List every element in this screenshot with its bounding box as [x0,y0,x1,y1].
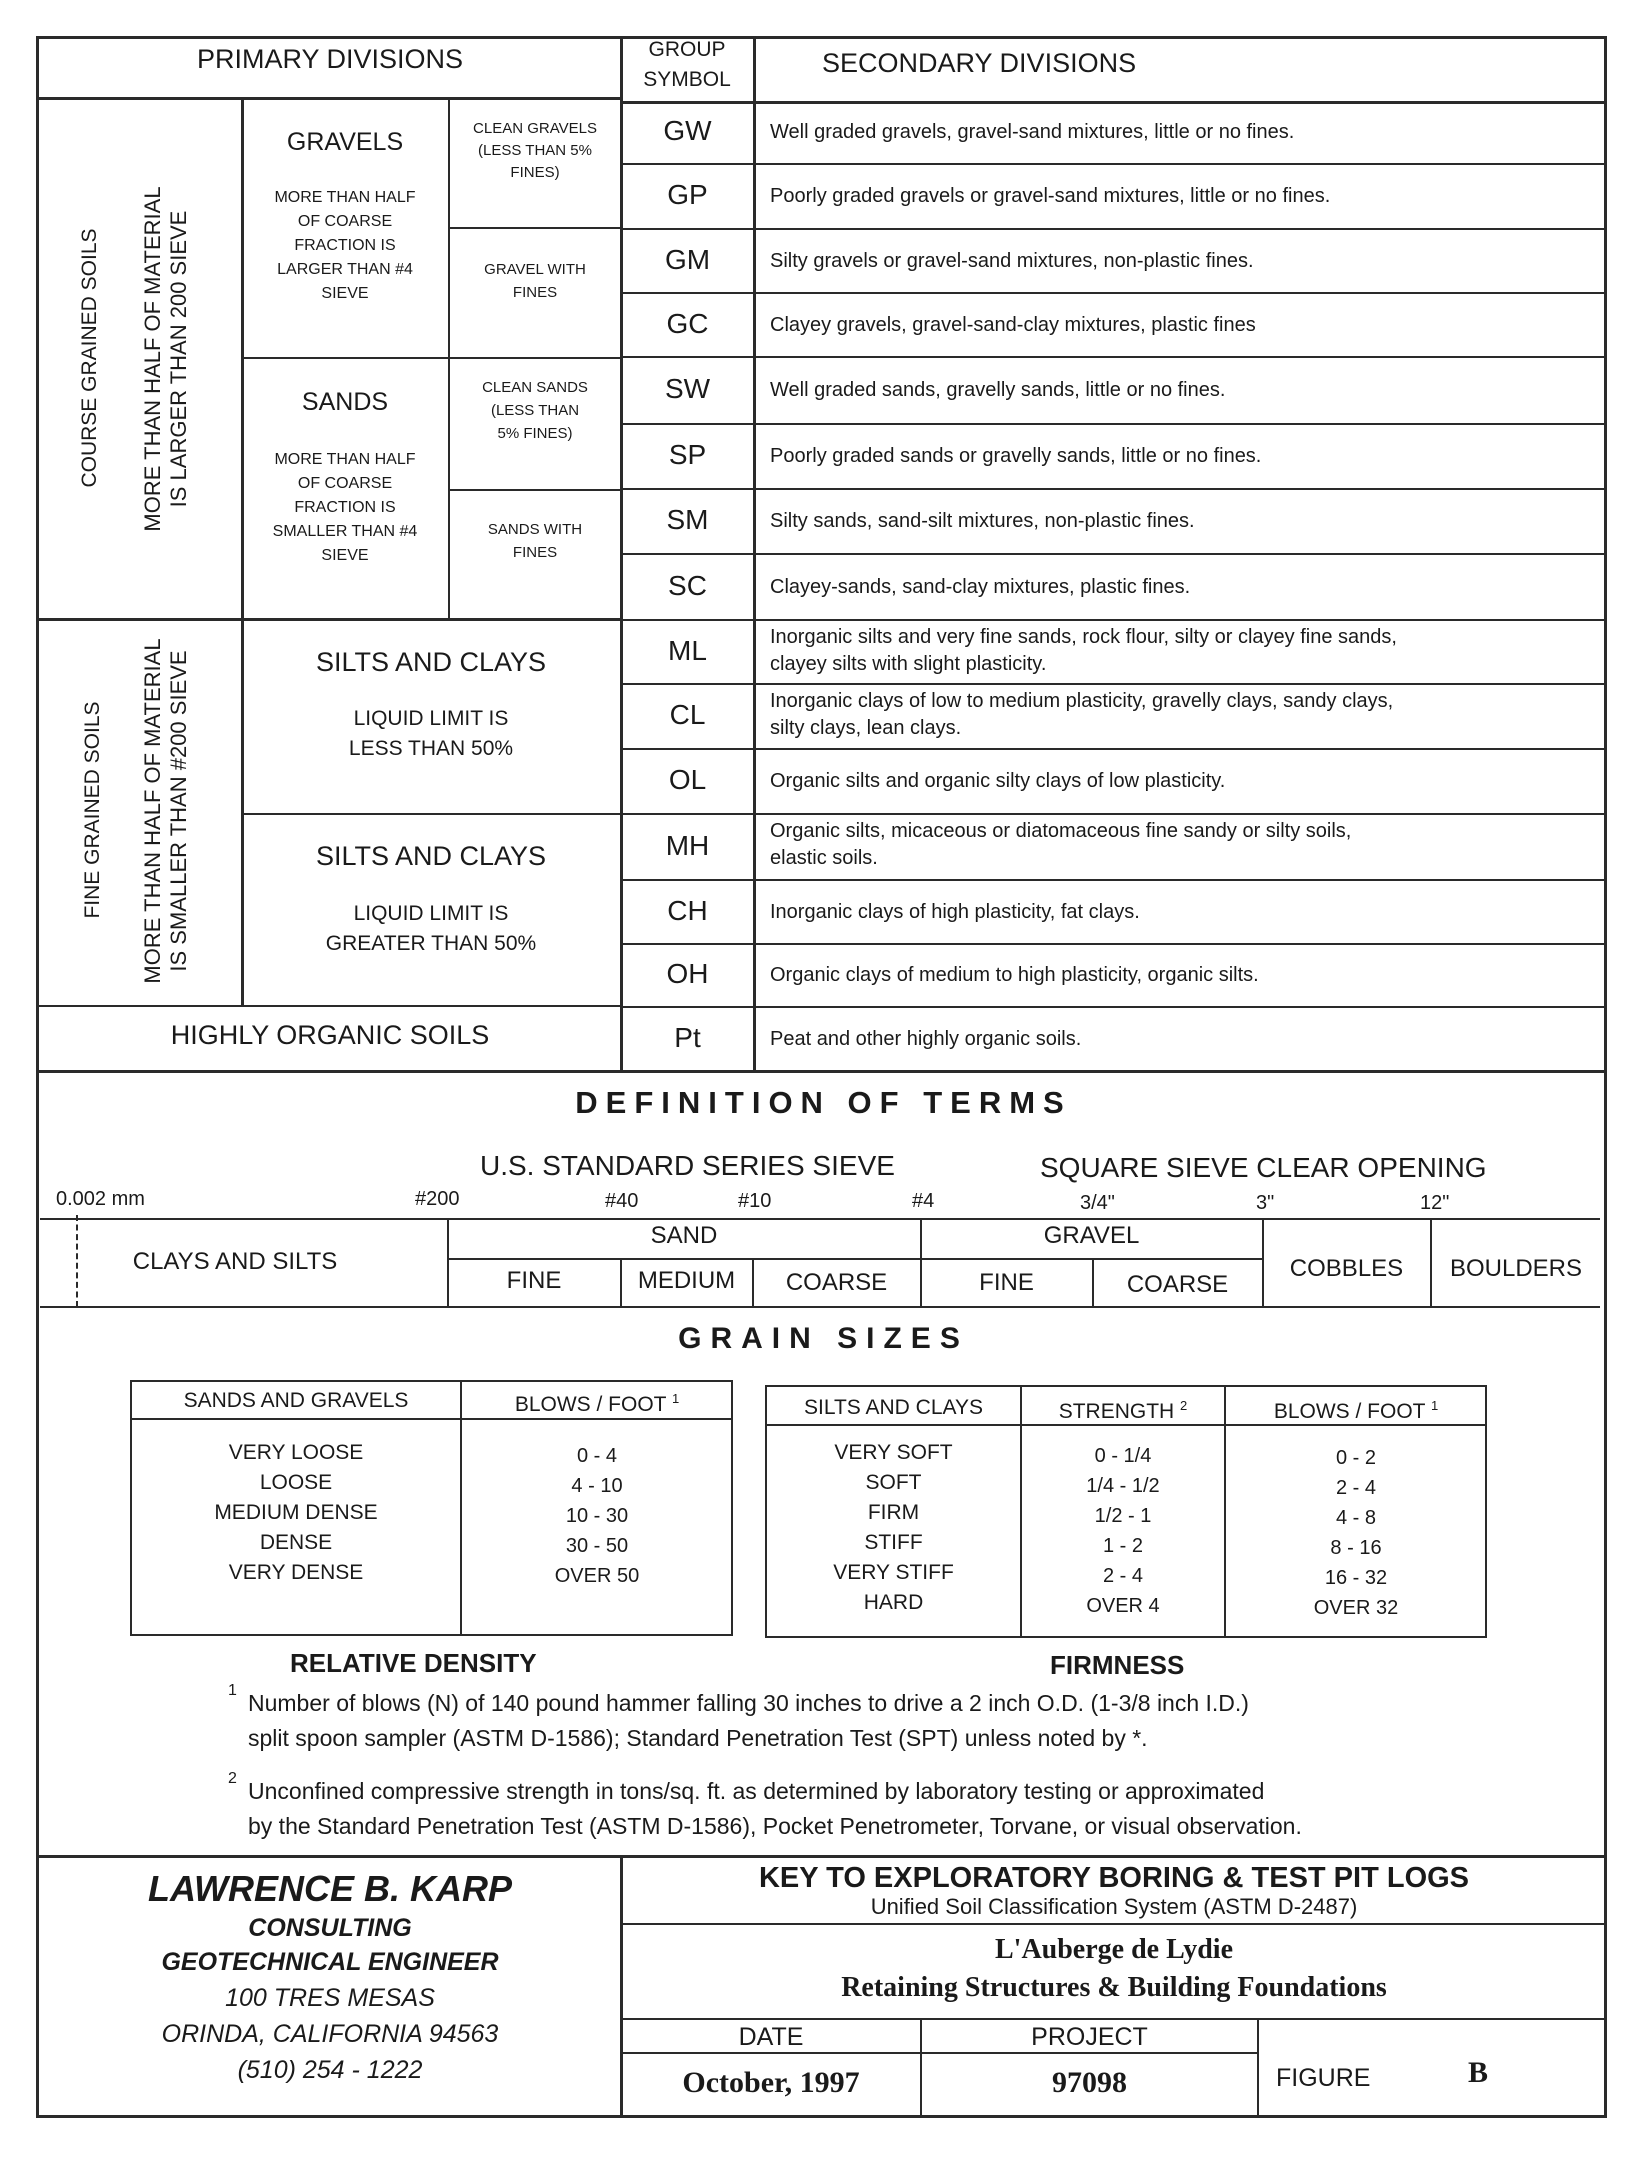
coarse-grained-sub-1: MORE THAN HALF OF MATERIAL [140,186,165,532]
silts-clays-low-desc-1: LIQUID LIMIT IS [353,707,509,730]
firm-strength-value: 0 - 1/4 [1094,1445,1152,1467]
footnote-2-line2: by the Standard Penetration Test (ASTM D-1586), Pocket Penetrometer, Torvane, or visual observation. [248,1813,1302,1839]
firm-col3-sup: 1 [1430,1398,1439,1413]
highly-organic-label: HIGHLY ORGANIC SOILS [170,1020,490,1050]
secondary-division-text: Well graded sands, gravelly sands, little or no fines. [770,379,1226,401]
rd-col2-header [462,1391,732,1417]
clean-sands-line: 5% FINES) [497,425,573,442]
rd-density-name: VERY LOOSE [228,1441,364,1464]
firm-col2-header [1022,1398,1224,1424]
secondary-division-text: Well graded gravels, gravel-sand mixtures, little or no fines. [770,121,1295,143]
sands-desc-line: FRACTION IS [294,499,396,516]
scale-top [40,1218,1600,1220]
title-project-sep [621,2018,1606,2020]
key-subtitle: Unified Soil Classification System (ASTM D-2487) [870,1894,1358,1919]
row-divider [621,553,1606,555]
tick-40: #40 [605,1190,639,1212]
secondary-division-text: Poorly graded gravels or gravel-sand mixtures, little or no fines. [770,185,1331,207]
silts-clays-divider [242,813,621,815]
group-symbol: SC [668,569,707,601]
secondary-division-text: Poorly graded sands or gravelly sands, little or no fines. [770,445,1262,467]
group-symbol: CH [667,894,708,926]
firm-header-sep [765,1424,1487,1426]
square-sieve-label: SQUARE SIEVE CLEAR OPENING [1040,1152,1487,1183]
sands-desc-line: MORE THAN HALF [274,451,416,468]
rd-col2-text: BLOWS / FOOT [514,1393,667,1416]
group-symbol: GP [667,179,708,210]
tick-10: #10 [738,1190,772,1212]
row-divider [621,813,1606,815]
gravels-sands-divider [242,357,621,359]
secondary-division-text: Clayey-sands, sand-clay mixtures, plastic fines. [770,575,1191,598]
firm-consistency-name: VERY SOFT [834,1441,953,1464]
secondary-division-text: Inorganic clays of low to medium plasticity, gravelly clays, sandy clays, [770,690,1394,712]
firm-strength-value: 2 - 4 [1102,1565,1144,1587]
row-divider [621,228,1606,230]
gravels-title: GRAVELS [286,128,404,156]
row-divider [621,879,1606,881]
sand-medium-label: MEDIUM [637,1267,736,1294]
clean-gravels-divider [449,227,621,229]
tick-0002mm: 0.002 mm [56,1188,145,1210]
firm-consistency-name: SOFT [865,1471,922,1494]
clean-sands-line: (LESS THAN [490,402,580,419]
gravel-coarse-label: COARSE [1126,1271,1229,1298]
clean-sands-line: CLEAN SANDS [482,379,588,396]
secondary-division-text: Clayey gravels, gravel-sand-clay mixtures, plastic fines [770,313,1256,336]
footnote-1-line1: Number of blows (N) of 140 pound hammer falling 30 inches to drive a 2 inch O.D. (1-3/8 inch I.D.) [248,1690,1249,1716]
coarse-grained-sub-2: IS LARGER THAN 200 SIEVE [166,210,191,508]
grain-sizes-title: GRAIN SIZES [678,1322,969,1355]
rd-header-sep [130,1418,733,1420]
title-block-top [38,1855,1606,1858]
secondary-division-text: elastic soils. [770,847,878,869]
date-label: DATE [738,2023,804,2051]
gravels-desc-line: SIEVE [321,285,369,302]
firm-col1-header: SILTS AND CLAYS [804,1396,983,1419]
firm-address-2: ORINDA, CALIFORNIA 94563 [161,2020,499,2048]
silts-clays-high-desc-1: LIQUID LIMIT IS [353,902,509,925]
fine-organic-divider [38,1005,621,1007]
tick-200: #200 [415,1188,460,1210]
footnote-1-mark: 1 [228,1682,237,1699]
gravels-desc-line: MORE THAN HALF [274,189,416,206]
clean-sands-label [452,376,618,445]
firmness-caption: FIRMNESS [1050,1650,1185,1680]
firm-blows-value: OVER 32 [1313,1597,1399,1619]
firm-col2-sup: 2 [1180,1398,1188,1413]
rd-col1-header: SANDS AND GRAVELS [183,1389,409,1412]
scale-mid-line [447,1258,1263,1260]
scale-dash-left [76,1215,78,1307]
group-symbol: Pt [674,1021,701,1053]
gravels-desc-line: LARGER THAN #4 [277,261,413,278]
group-symbol: SP [668,439,707,470]
rd-density-name: LOOSE [259,1471,333,1494]
group-symbol: GC [666,307,709,339]
group-symbol: SW [664,373,711,404]
group-symbol: GM [664,243,711,275]
relative-density-caption: RELATIVE DENSITY [290,1648,537,1678]
rd-blows-value: 0 - 4 [576,1445,618,1467]
header-divider [38,97,621,100]
firm-blows-value: 8 - 16 [1330,1537,1382,1559]
row-divider [621,683,1606,685]
firm-strength-value: 1/4 - 1/2 [1086,1475,1160,1497]
group-symbol: MH [665,829,710,861]
gravel-fine-label: FINE [979,1269,1034,1296]
firm-name: LAWRENCE B. KARP [147,1868,512,1909]
firm-strength-value: OVER 4 [1086,1595,1160,1617]
rd-col2-sup: 1 [671,1391,680,1406]
sands-desc-line: SMALLER THAN #4 [272,523,418,540]
footnote-1-line2: split spoon sampler (ASTM D-1586); Standard Penetration Test (SPT) unless noted by *. [248,1725,1148,1751]
firm-phone: (510) 254 - 1222 [237,2056,423,2084]
row-divider [621,488,1606,490]
sands-desc-line: SIEVE [321,547,369,564]
row-divider [621,423,1606,425]
rd-blows-value: 4 - 10 [571,1475,623,1497]
clays-silts-label: CLAYS AND SILTS [132,1248,338,1275]
rd-density-name: MEDIUM DENSE [214,1501,378,1524]
group-symbol: CL [669,699,706,730]
secondary-divisions-header: SECONDARY DIVISIONS [822,48,1137,78]
gravel-with-fines-label [452,258,618,304]
firm-role-2: GEOTECHNICAL ENGINEER [161,1948,499,1976]
fine-grained-sub-1: MORE THAN HALF OF MATERIAL [140,638,165,984]
group-symbol-header-1: GROUP [648,38,726,61]
group-symbol: OL [668,764,707,795]
coarse-grained-label: COURSE GRAINED SOILS [78,228,101,488]
sands-with-fines-label [452,518,618,564]
sand-fine-label: FINE [506,1267,562,1294]
col-primary-2 [448,98,450,620]
row-divider [621,1006,1606,1008]
firm-blows-value: 0 - 2 [1335,1447,1377,1469]
row-divider [621,748,1606,750]
firm-col3-header [1226,1398,1486,1424]
sands-desc-line: OF COARSE [297,475,393,492]
sands-desc [250,448,440,568]
project-name: L'Auberge de Lydie [994,1934,1233,1965]
gravels-desc [250,186,440,306]
coarse-fine-divider [38,618,621,621]
group-symbol: GW [663,115,712,146]
sand-coarse-label: COARSE [785,1269,888,1296]
secondary-division-text: Inorganic silts and very fine sands, rock flour, silty or clayey fine sands, [770,626,1397,648]
footnote-2-line1: Unconfined compressive strength in tons/sq. ft. as determined by laboratory testing or approximated [248,1778,1265,1804]
row-divider [621,943,1606,945]
tick-4: #4 [912,1190,935,1212]
sands-fines-line: SANDS WITH [487,521,583,538]
us-standard-sieve-label: U.S. STANDARD SERIES SIEVE [480,1150,895,1181]
secondary-division-text: Organic silts and organic silty clays of low plasticity. [770,770,1226,792]
title-col-figure [1257,2018,1259,2118]
firm-consistency-name: VERY STIFF [833,1561,954,1584]
rd-blows-value: 10 - 30 [565,1505,629,1527]
rd-density-name: VERY DENSE [228,1561,364,1584]
secondary-division-text: Organic clays of medium to high plasticity, organic silts. [770,964,1259,986]
firm-strength-value: 1 - 2 [1102,1535,1144,1557]
firm-col2-text: STRENGTH [1058,1400,1175,1423]
secondary-division-text: clayey silts with slight plasticity. [770,653,1047,675]
project-description: Retaining Structures & Building Foundations [841,1972,1387,2003]
secondary-division-text: Organic silts, micaceous or diatomaceous fine sandy or silty soils, [770,820,1352,842]
group-symbol: ML [668,634,707,666]
clean-gravels-line: CLEAN GRAVELS [473,120,597,137]
silts-clays-low-title: SILTS AND CLAYS [315,647,547,677]
secondary-division-text: Peat and other highly organic soils. [770,1027,1082,1050]
gravel-fines-line: GRAVEL WITH [484,261,586,278]
header-divider-right [621,101,1606,104]
rd-blows-value: 30 - 50 [565,1535,629,1557]
group-symbol: OH [666,958,709,989]
rd-density-name: DENSE [259,1531,333,1554]
sand-label: SAND [650,1222,718,1249]
page-frame [36,36,1607,2118]
firm-blows-value: 16 - 32 [1324,1567,1388,1589]
firm-strength-value: 1/2 - 1 [1094,1505,1152,1527]
silts-clays-high-desc-2: GREATER THAN 50% [325,932,537,955]
secondary-division-text: Silty gravels or gravel-sand mixtures, non-plastic fines. [770,249,1254,272]
definition-of-terms-title: DEFINITION OF TERMS [575,1085,1072,1120]
firm-consistency-name: FIRM [867,1501,920,1524]
rd-blows-value: OVER 50 [554,1565,640,1587]
row-divider [621,292,1606,294]
sands-fines-line: FINES [512,544,558,561]
cobbles-label: COBBLES [1289,1255,1404,1282]
boulders-label: BOULDERS [1449,1255,1583,1282]
firm-consistency-name: HARD [863,1591,924,1614]
firm-col3-text: BLOWS / FOOT [1273,1400,1426,1423]
title-date-sep [621,2052,1258,2054]
date-value: October, 1997 [682,2066,860,2099]
clean-gravels-line: FINES) [510,164,560,181]
project-label: PROJECT [1031,2023,1148,2051]
firm-consistency-name: STIFF [864,1531,923,1554]
tick-3-4-inch: 3/4" [1080,1192,1115,1214]
row-divider [621,619,1606,621]
secondary-division-text: Silty sands, sand-silt mixtures, non-plastic fines. [770,510,1195,532]
firm-role-1: CONSULTING [248,1914,412,1942]
group-symbol: SM [666,504,709,535]
col-symbol-right [753,38,756,1072]
tick-3-inch: 3" [1256,1192,1275,1214]
title-key-sep [621,1923,1606,1925]
primary-divisions-header: PRIMARY DIVISIONS [196,44,464,74]
firm-address-1: 100 TRES MESAS [225,1984,435,2012]
fine-grained-sub-2: IS SMALLER THAN #200 SIEVE [166,650,191,972]
clean-gravels-line: (LESS THAN 5% [478,142,592,159]
scale-bottom [40,1306,1600,1308]
row-divider [621,356,1606,358]
firm-blows-value: 2 - 4 [1335,1477,1377,1499]
project-number: 97098 [1052,2066,1127,2099]
figure-label: FIGURE [1276,2064,1371,2092]
fine-grained-label: FINE GRAINED SOILS [81,701,104,919]
firm-blows-value: 4 - 8 [1335,1507,1377,1529]
key-title: KEY TO EXPLORATORY BORING & TEST PIT LOGS [758,1862,1470,1894]
footnote-2-mark: 2 [228,1770,237,1787]
table-bottom [38,1070,1606,1073]
gravel-label: GRAVEL [1043,1222,1140,1249]
secondary-division-text: Inorganic clays of high plasticity, fat clays. [770,900,1140,923]
sands-title: SANDS [301,388,389,416]
clean-gravels-label [452,118,618,184]
gravels-desc-line: FRACTION IS [294,237,396,254]
silts-clays-high-title: SILTS AND CLAYS [315,841,547,871]
clean-sands-divider [449,489,621,491]
secondary-division-text: silty clays, lean clays. [770,717,962,739]
row-divider [621,163,1606,165]
silts-clays-low-desc-2: LESS THAN 50% [348,737,514,760]
gravels-desc-line: OF COARSE [297,213,393,230]
group-symbol-header-2: SYMBOL [643,68,731,91]
tick-12-inch: 12" [1420,1192,1450,1214]
gravel-fines-line: FINES [512,284,558,301]
figure-value: B [1468,2056,1489,2089]
